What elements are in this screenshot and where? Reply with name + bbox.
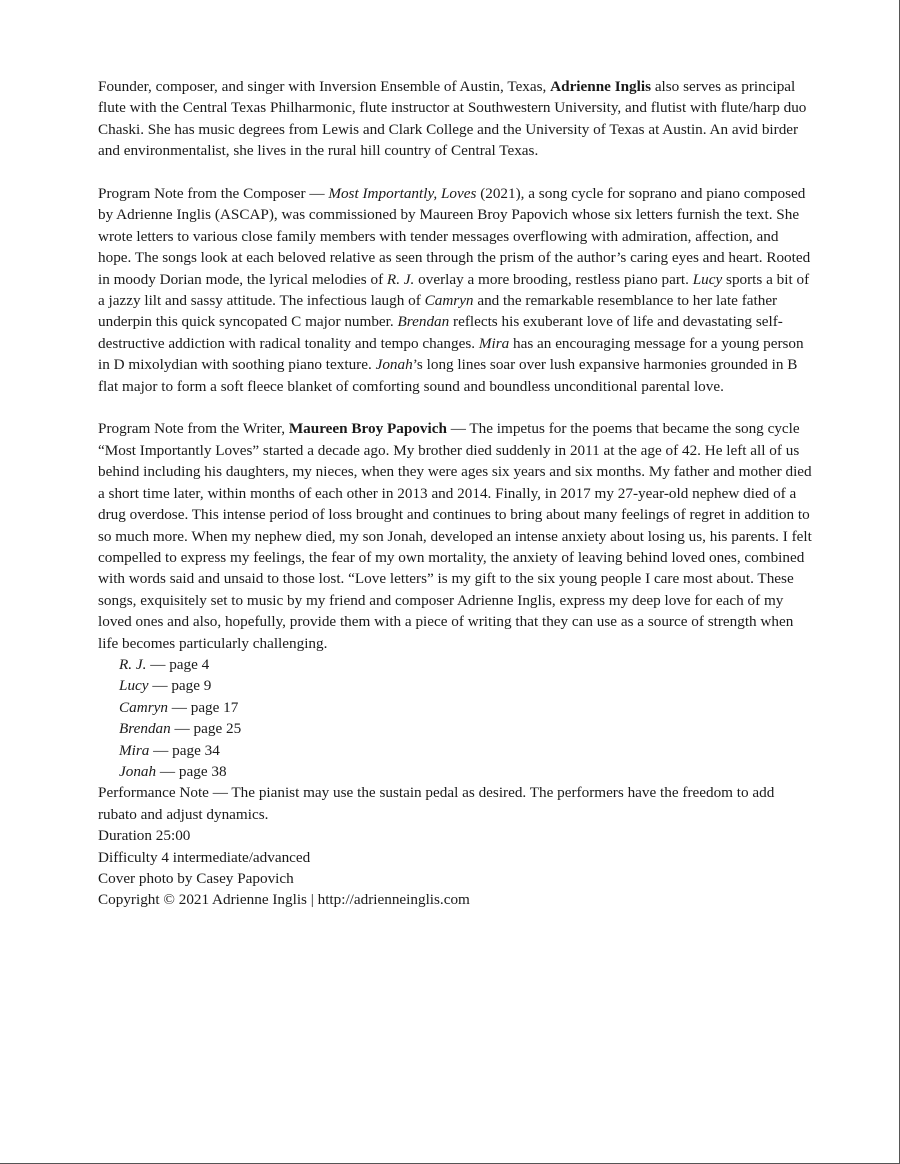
song-list bbox=[98, 654, 814, 782]
song-title: Camryn bbox=[119, 698, 168, 716]
song-page: — page 25 bbox=[170, 720, 242, 738]
note-text: and the remarkable resemblance to her late father underpin this quick syncopated C major number. bbox=[98, 292, 778, 331]
composer-bio bbox=[98, 76, 814, 162]
note-text: overlay a more brooding, restless piano part. bbox=[414, 270, 693, 288]
duration: Duration 25:00 bbox=[98, 827, 191, 845]
song-page: — page 9 bbox=[148, 677, 212, 695]
song-title: R. J. bbox=[119, 655, 147, 673]
song-title: Mira bbox=[119, 741, 150, 759]
note-text: ’s long lines soar over lush expansive harmonies grounded in B flat major to form a soft fleece blanket of comforting sound and boundless unconditional parental love. bbox=[98, 356, 798, 395]
bio-name: Adrienne Inglis bbox=[550, 78, 652, 95]
note-text: has an encouraging message for a young person in D mixolydian with soothing piano texture. bbox=[98, 334, 804, 374]
song-title: Jonah bbox=[375, 356, 413, 374]
note-text: (2021), a song cycle for soprano and piano composed by Adrienne Inglis (ASCAP), was commissioned by Maureen Broy Papovich whose six letters furnish the text. She wrote letters to various close family members with tender messages overflowing with admiration, affection, and hope. The songs look at each beloved relative as seen through the prism of the author’s caring eyes and heart. Rooted in moody Dorian mode, the lyrical melodies of bbox=[98, 185, 811, 288]
song-list-item bbox=[98, 718, 814, 739]
song-title: R. J. bbox=[386, 270, 415, 288]
bio-text: also serves as principal flute with the Central Texas Philharmonic, flute instructor at Southwestern University, and flutist with flute/harp duo Chaski. She has music degrees from Lewis and Clark College and the University of Texas at Austin. An avid birder and environmentalist, she lives in the rural hill country of Central Texas. bbox=[98, 78, 807, 160]
performance-note: Performance Note — The pianist may use the sustain pedal as desired. The performers have the freedom to add rubato and adjust dynamics. bbox=[98, 784, 775, 823]
work-title: Most Importantly, Loves bbox=[328, 185, 477, 203]
song-title: Mira bbox=[478, 334, 510, 352]
note-text: — The impetus for the poems that became the song cycle “Most Importantly Loves” started a decade ago. My brother died suddenly in 2011 at the age of 42. He left all of us behind including his daughters, my nieces, when they were ages six years and six months. My father and mother died a short time later, within months of each other in 2013 and 2014. Finally, in 2017 my 27-year-old nephew died of a drug overdose. This intense period of loss brought and continues to bring about many feelings of regret in addition to so much more. When my nephew died, my son Jonah, developed an intense anxiety about losing us, his parents. I felt compelled to express my feelings, the fear of my own mortality, the anxiety of leaving behind loved ones, combined with words said and unsaid to those lost. “Love letters” is my gift to the six young people I care most about. These songs, exquisitely set to music by my friend and composer Adrienne Inglis, express my deep love for each of my loved ones and also, hopefully, provide them with a piece of writing that they can use as a source of strength when life becomes particularly challenging. bbox=[98, 420, 812, 652]
writer-program-note bbox=[98, 418, 814, 653]
song-title: Brendan bbox=[119, 720, 171, 738]
song-list-item bbox=[98, 740, 814, 761]
song-list-item bbox=[98, 761, 814, 782]
song-page: — page 17 bbox=[167, 698, 239, 716]
bio-text: Founder, composer, and singer with Inversion Ensemble of Austin, Texas, bbox=[98, 78, 551, 95]
song-list-item bbox=[98, 654, 814, 675]
song-title: Lucy bbox=[119, 677, 149, 695]
song-title: Camryn bbox=[424, 292, 474, 310]
song-title: Jonah bbox=[119, 762, 157, 780]
note-text: reflects his exuberant love of life and devastating self-destructive addiction with radical tonality and tempo changes. bbox=[98, 313, 783, 352]
song-title: Lucy bbox=[692, 270, 723, 288]
note-text: sports a bit of a jazzy lilt and sassy attitude. The infectious laugh of bbox=[98, 270, 810, 310]
copyright: Copyright © 2021 Adrienne Inglis | http://adrienneinglis.com bbox=[98, 891, 470, 909]
song-list-item bbox=[98, 697, 814, 718]
page-content bbox=[98, 76, 814, 911]
writer-name: Maureen Broy Papovich bbox=[288, 420, 447, 438]
note-intro: Program Note from the Composer — bbox=[98, 185, 329, 203]
song-page: — page 4 bbox=[146, 655, 210, 673]
song-title: Brendan bbox=[397, 313, 450, 331]
song-page: — page 34 bbox=[149, 741, 220, 759]
cover-photo-credit: Cover photo by Casey Papovich bbox=[98, 870, 294, 887]
song-page: — page 38 bbox=[156, 762, 227, 780]
composer-program-note bbox=[98, 183, 814, 397]
difficulty: Difficulty 4 intermediate/advanced bbox=[98, 848, 311, 866]
song-list-item bbox=[98, 675, 814, 696]
note-intro: Program Note from the Writer, bbox=[98, 420, 289, 438]
